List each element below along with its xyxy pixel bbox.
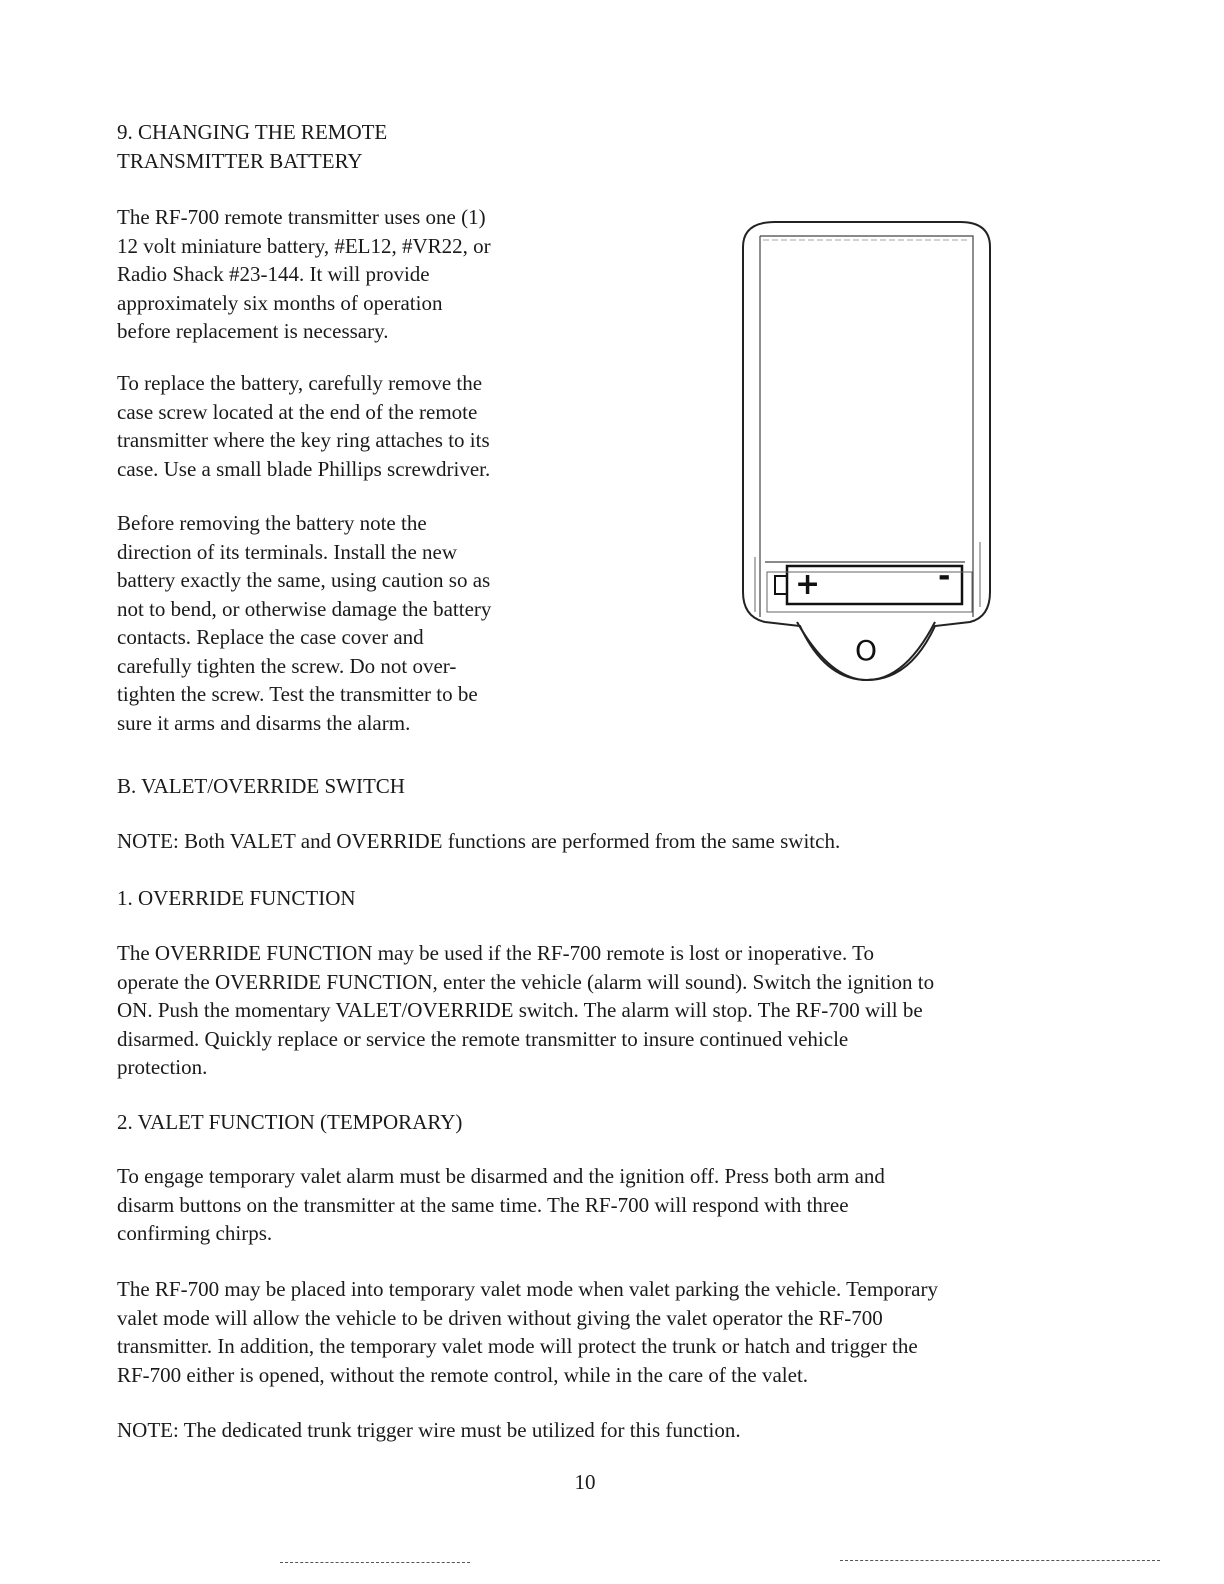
text-line: transmitter. In addition, the temporary valet mode will protect the trunk or hatch and trigger the <box>117 1334 918 1358</box>
scan-artifact-line <box>280 1562 470 1563</box>
text-line: operate the OVERRIDE FUNCTION, enter the vehicle (alarm will sound). Switch the ignition to <box>117 969 935 994</box>
valet-heading: 2. VALET FUNCTION (TEMPORARY) <box>117 1110 463 1134</box>
text-line: case. Use a small blade Phillips screwdriver. <box>117 456 491 481</box>
heading-line: TRANSMITTER BATTERY <box>117 148 363 173</box>
paragraph-remove-screw <box>117 369 557 483</box>
text-line: confirming chirps. <box>117 1221 273 1245</box>
valet-paragraph-engage <box>117 1162 1077 1248</box>
section-b-heading: B. VALET/OVERRIDE SWITCH <box>117 774 405 798</box>
paragraph-install-battery <box>117 509 557 737</box>
text-line: protection. <box>117 1055 208 1079</box>
inner-case-panel <box>760 236 973 552</box>
plus-symbol: + <box>795 567 821 602</box>
text-line: carefully tighten the screw. Do not over- <box>117 653 457 678</box>
note-same-switch: NOTE: Both VALET and OVERRIDE functions are performed from the same switch. <box>117 829 841 853</box>
text-line: RF-700 either is opened, without the remote control, while in the care of the valet. <box>117 1362 809 1387</box>
transmitter-case-outline <box>743 222 990 680</box>
override-paragraph <box>117 939 1077 1082</box>
paragraph-battery-type <box>117 203 557 346</box>
page-number: 10 <box>574 1470 596 1494</box>
text-line: sure it arms and disarms the alarm. <box>117 710 411 735</box>
minus-symbol: - <box>938 559 951 594</box>
text-line: transmitter where the key ring attaches to its <box>117 428 490 452</box>
text-line: tighten the screw. Test the transmitter to be <box>117 682 478 706</box>
text-line: ON. Push the momentary VALET/OVERRIDE switch. The alarm will stop. The RF-700 will be <box>117 998 923 1022</box>
text-line: before replacement is necessary. <box>117 319 389 343</box>
override-heading: 1. OVERRIDE FUNCTION <box>117 886 356 910</box>
text-line: disarm buttons on the transmitter at the same time. The RF-700 will respond with three <box>117 1192 849 1217</box>
text-line: direction of its terminals. Install the new <box>117 539 457 564</box>
text-line: valet mode will allow the vehicle to be driven without giving the valet operator the RF-700 <box>117 1305 883 1330</box>
heading-line: 9. CHANGING THE REMOTE <box>117 120 388 144</box>
text-line: disarmed. Quickly replace or service the remote transmitter to insure continued vehicle <box>117 1026 849 1051</box>
text-line: Before removing the battery note the <box>117 511 427 535</box>
section-heading <box>117 118 557 175</box>
text-line: To replace the battery, carefully remove the <box>117 371 483 395</box>
note-trunk-trigger: NOTE: The dedicated trunk trigger wire must be utilized for this function. <box>117 1418 741 1442</box>
text-line: The RF-700 remote transmitter uses one (1) <box>117 205 486 229</box>
text-line: case screw located at the end of the remote <box>117 399 478 424</box>
text-line: 12 volt miniature battery, #EL12, #VR22, or <box>117 233 491 258</box>
scan-artifact-line <box>840 1560 1160 1561</box>
text-line: contacts. Replace the case cover and <box>117 625 424 649</box>
text-line: To engage temporary valet alarm must be disarmed and the ignition off. Press both arm and <box>117 1164 885 1188</box>
text-line: The RF-700 may be placed into temporary valet mode when valet parking the vehicle. Temporary <box>117 1277 938 1301</box>
text-line: not to bend, or otherwise damage the battery <box>117 596 492 621</box>
transmitter-battery-diagram <box>735 212 1000 692</box>
text-line: battery exactly the same, using caution so as <box>117 568 491 592</box>
keyring-hole: O <box>855 634 878 667</box>
text-line: Radio Shack #23-144. It will provide <box>117 262 430 286</box>
text-line: approximately six months of operation <box>117 290 443 315</box>
text-line: The OVERRIDE FUNCTION may be used if the RF-700 remote is lost or inoperative. To <box>117 941 874 965</box>
battery-terminal <box>775 576 787 594</box>
valet-paragraph-mode <box>117 1275 1077 1389</box>
